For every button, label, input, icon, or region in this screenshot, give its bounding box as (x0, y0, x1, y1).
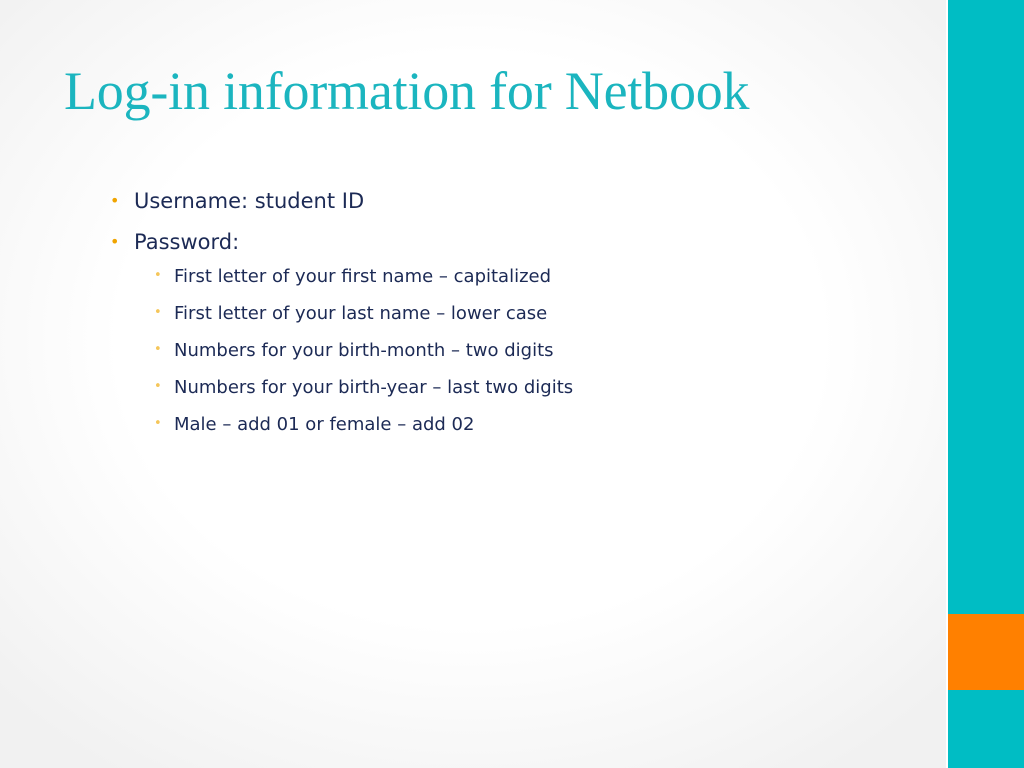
bullet-item-username (108, 186, 908, 216)
bullet-list (108, 186, 908, 438)
slide-content (108, 186, 908, 449)
sub-bullet-item (148, 301, 908, 327)
bullet-text: Username: student ID (134, 189, 365, 213)
sub-bullet-dot-icon: • (154, 342, 162, 357)
bullet-text: Password: (134, 230, 240, 254)
sub-bullet-item (148, 375, 908, 401)
bullet-dot-icon: • (110, 232, 120, 251)
sub-bullet-text: Male – add 01 or female – add 02 (174, 414, 475, 435)
slide-title: Log-in information for Netbook (64, 61, 750, 121)
sidebar-divider (946, 0, 948, 768)
sub-bullet-dot-icon: • (154, 416, 162, 431)
sub-bullet-dot-icon: • (154, 379, 162, 394)
sub-bullet-item (148, 412, 908, 438)
sub-bullet-text: Numbers for your birth-month – two digits (174, 340, 554, 361)
bullet-item-password (108, 227, 908, 438)
sub-bullet-item (148, 338, 908, 364)
sub-bullet-text: First letter of your first name – capitalized (174, 266, 552, 287)
sidebar-orange-block (948, 614, 1024, 690)
sub-bullet-list (148, 264, 908, 438)
sub-bullet-item (148, 264, 908, 290)
bullet-dot-icon: • (110, 191, 120, 210)
sub-bullet-text: First letter of your last name – lower case (174, 303, 548, 324)
sub-bullet-text: Numbers for your birth-year – last two digits (174, 377, 574, 398)
sub-bullet-dot-icon: • (154, 305, 162, 320)
sub-bullet-dot-icon: • (154, 268, 162, 283)
